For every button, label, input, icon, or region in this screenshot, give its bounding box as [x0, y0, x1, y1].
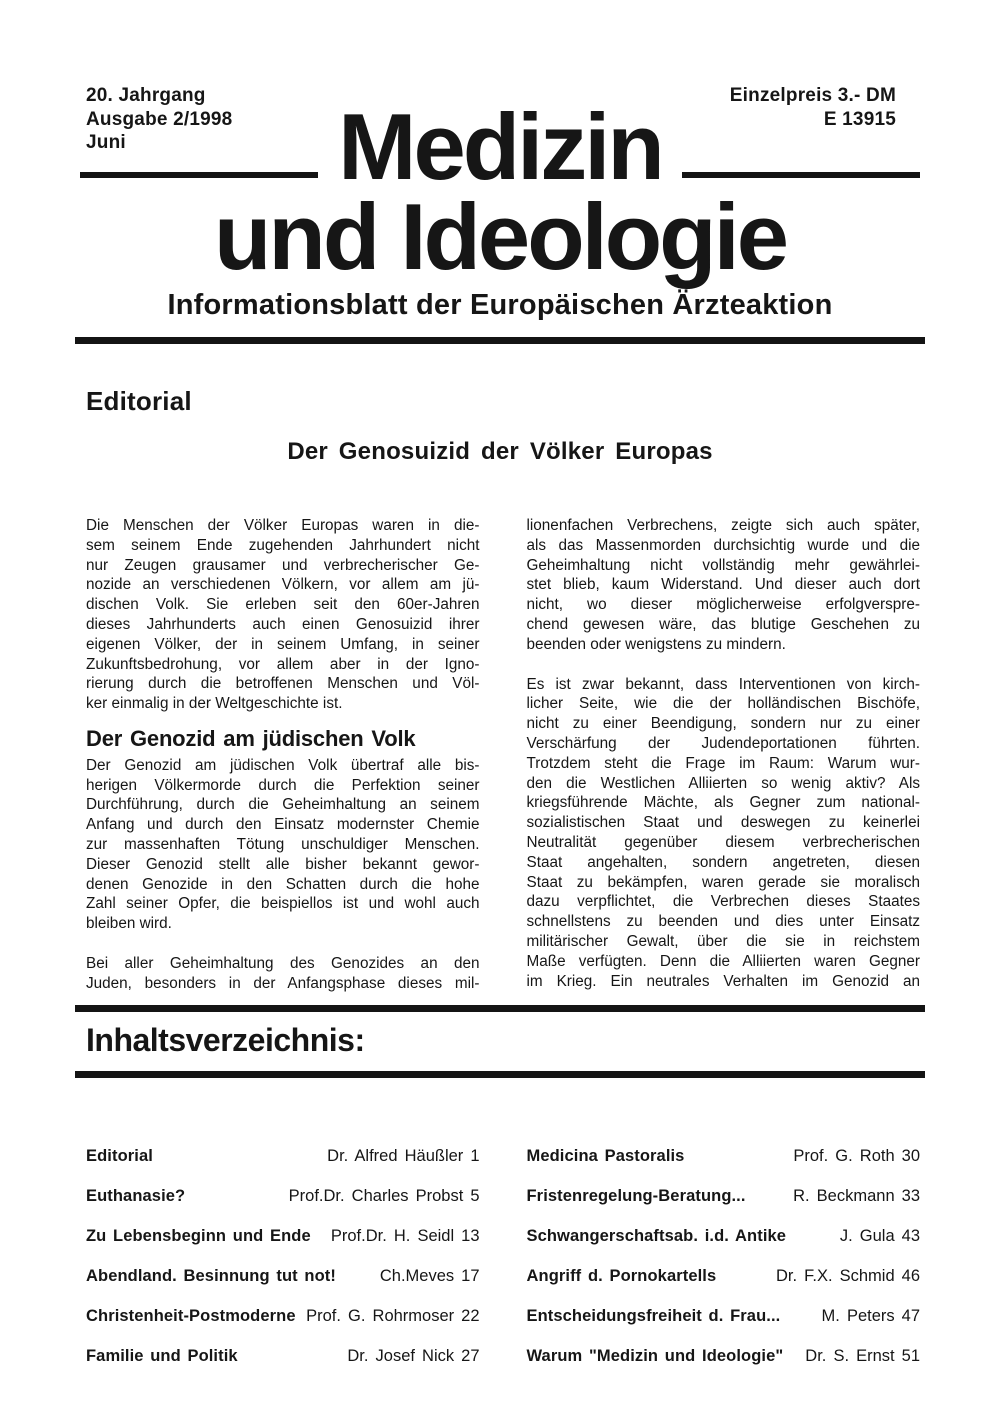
text-line: licher Seite, wie die der holländischen Bischöfe,	[526, 695, 920, 713]
toc-column-left	[86, 1146, 480, 1386]
toc-entry-credit	[793, 1186, 920, 1207]
toc-entry	[527, 1186, 921, 1207]
issue-number: Ausgabe 2/1998	[86, 108, 233, 130]
toc-entry-title: Warum "Medizin und Ideologie"	[526, 1346, 784, 1365]
text-line: bleiben wird.	[86, 915, 172, 933]
toc-entry-credit	[347, 1346, 479, 1367]
text-line: Trotzdem steht die Frage im Raum: Warum wur-	[526, 754, 920, 772]
text-line: denen Genozide in den Schatten durch die hohe	[86, 875, 480, 893]
toc-entry-title: Schwangerschaftsab. i.d. Antike	[526, 1226, 787, 1245]
editorial-left-column	[86, 516, 480, 994]
toc-divider-bottom	[75, 1071, 925, 1078]
toc-entry-page: 46	[901, 1266, 920, 1285]
text-line: Bei aller Geheimhaltung des Genozides an den	[86, 954, 480, 972]
toc-entry-credit	[805, 1346, 920, 1367]
toc-entry-page: 27	[461, 1346, 480, 1365]
toc-entry-credit	[380, 1266, 480, 1287]
text-line: nicht, wo dieser möglicherweise erfolgverspre-	[526, 596, 920, 614]
paragraph	[86, 954, 480, 994]
text-line: eigenen Völker, der in seinem Umfang, in seiner	[86, 635, 480, 653]
toc-entry-credit	[289, 1186, 480, 1207]
toc-entry-credit	[331, 1226, 480, 1247]
text-line: nicht zu einer Beendigung, sondern nur zu einer	[526, 715, 920, 733]
title-rule-left	[80, 172, 318, 178]
toc-entry-author: Prof. G. Roth	[793, 1147, 895, 1165]
masthead-title-line1: Medizin	[338, 94, 662, 199]
masthead-subtitle: Informationsblatt der Europäischen Ärzteaktion	[167, 289, 833, 321]
text-line: Staat angehalten, sondern angetreten, diesen	[526, 853, 920, 871]
toc-entry	[86, 1226, 480, 1247]
text-line: nozide an verschiedenen Völkern, vor allem am jü-	[86, 576, 480, 594]
text-line: beenden oder wenigstens zu mindern.	[526, 635, 786, 653]
toc-entry-title: Abendland. Besinnung tut not!	[86, 1266, 336, 1285]
toc-entry	[86, 1186, 480, 1207]
text-line: dazu verpflichtet, die Verbrechen dieses Staates	[526, 893, 920, 911]
masthead-title-line2: und Ideologie	[214, 184, 786, 289]
toc-entry-page: 30	[901, 1147, 920, 1165]
toc-entry-title: Entscheidungsfreiheit d. Frau...	[526, 1306, 781, 1325]
text-line: Maße verfügten. Denn die Alliierten waren Gegner	[526, 952, 920, 970]
toc-entry-page: 51	[901, 1346, 920, 1365]
text-line: ker einmalig in der Weltgeschichte ist.	[86, 695, 343, 713]
text-line: zur massenhaften Tötung unschuldiger Menschen.	[86, 835, 480, 853]
text-line: kriegsführende Mächte, als Gegner zum national-	[526, 794, 920, 812]
postal-code-line: E 13915	[823, 108, 896, 130]
toc-entry-page: 47	[901, 1306, 920, 1325]
masthead-divider	[75, 337, 925, 344]
text-line: Geheimhaltung nicht vollständig mehr gewährlei-	[526, 556, 920, 574]
toc-entry-page: 13	[461, 1226, 480, 1245]
text-line: schnellstens zu beenden und dies unter Einsatz	[526, 913, 920, 931]
toc-entry	[527, 1226, 921, 1247]
toc-entry-page: 1	[470, 1147, 480, 1165]
toc-entry-credit	[776, 1266, 920, 1287]
editorial-section-label: Editorial	[86, 386, 192, 416]
toc-entry-page: 43	[901, 1226, 920, 1245]
issue-volume: 20. Jahrgang	[86, 85, 206, 106]
toc-entry-author: Dr. F.X. Schmid	[775, 1266, 895, 1285]
toc-entry-author: J. Gula	[839, 1226, 895, 1245]
editorial-right-column	[527, 516, 921, 994]
issue-month: Juni	[86, 132, 126, 153]
toc-entry-title: Editorial	[86, 1147, 153, 1165]
toc-entry-title: Christenheit-Postmoderne	[86, 1306, 296, 1325]
toc-entry-author: Dr. Alfred Häußler	[327, 1147, 464, 1165]
toc-column-right	[527, 1146, 921, 1386]
text-line: Die Menschen der Völker Europas waren in die-	[86, 517, 480, 534]
text-line: sozialistischen Staat und deswegen zu keinerlei	[526, 814, 920, 832]
text-line: Es ist zwar bekannt, dass Interventionen von kirch-	[526, 675, 920, 693]
text-line: sem seinem Ende zugehenden Jahrhundert nicht	[86, 536, 480, 554]
text-line: Neutralität gegenüber diesem verbrecherischen	[526, 833, 920, 851]
toc-entry	[86, 1266, 480, 1287]
text-line: Staat zu bekämpfen, waren gerade sie moralisch	[526, 873, 920, 891]
text-line: dischen Volk. Sie erleben seit den 60er-Jahren	[86, 596, 480, 614]
paragraph	[527, 516, 921, 655]
text-line: herigen Völkermorde durch die Perfektion seiner	[86, 776, 480, 794]
toc-entry-title: Fristenregelung-Beratung...	[526, 1186, 746, 1205]
text-line: Verschärfung der Judendeportationen führten.	[526, 734, 920, 752]
text-line: Juden, besonders in der Anfangsphase dieses mil-	[86, 974, 480, 992]
toc-entry-author: R. Beckmann	[793, 1186, 895, 1205]
toc-entry-credit	[327, 1146, 479, 1167]
toc-entry	[527, 1266, 921, 1287]
text-line: Anfang und durch den Einsatz modernster Chemie	[86, 816, 480, 834]
text-line: chend gewesen wäre, das blutige Geschehen zu	[526, 615, 920, 633]
text-line: rierung durch die betroffenen Menschen und Völ-	[86, 675, 480, 693]
text-line: Dieser Genozid stellt alle bisher bekannt gewor-	[86, 855, 480, 873]
toc-entry-page: 22	[461, 1306, 480, 1325]
text-line: Zahl seiner Opfer, die beispiellos ist und wohl auch	[86, 895, 480, 913]
editorial-columns	[86, 516, 920, 994]
toc-entry-author: M. Peters	[821, 1306, 895, 1325]
toc-entry-credit	[306, 1306, 479, 1327]
toc-entry-title: Angriff d. Pornokartells	[526, 1266, 717, 1285]
toc-heading: Inhaltsverzeichnis:	[86, 1022, 365, 1058]
paragraph	[86, 756, 480, 934]
toc-entry-title: Familie und Politik	[86, 1346, 238, 1365]
toc-entry	[86, 1306, 480, 1327]
toc-divider-top	[75, 1005, 925, 1012]
toc-entry-author: Dr. S. Ernst	[805, 1346, 895, 1365]
toc-entry-author: Prof.Dr. H. Seidl	[330, 1226, 455, 1245]
toc-entry	[86, 1346, 480, 1367]
price-line: Einzelpreis 3.- DM	[729, 85, 896, 106]
text-line: dieses Jahrhunderts auch einen Genosuizid ihrer	[86, 615, 480, 633]
toc-entry-credit	[840, 1226, 920, 1247]
toc-entry-author: Ch.Meves	[379, 1266, 455, 1285]
toc-entry-credit	[793, 1146, 920, 1167]
editorial-headline: Der Genosuizid der Völker Europas	[287, 438, 713, 465]
text-line: nur Zeugen grausamer und verbrecherischer Ge-	[86, 556, 480, 574]
toc-entry-author: Prof.Dr. Charles Probst	[288, 1186, 464, 1205]
title-rule-right	[682, 172, 920, 178]
toc-columns	[86, 1146, 920, 1386]
toc-entry-page: 17	[461, 1266, 480, 1285]
toc-entry	[527, 1146, 921, 1167]
paragraph	[527, 675, 921, 992]
text-line: Zukunftsbedrohung, vor allem aber in der Igno-	[86, 655, 480, 673]
text-line: als das Massenmorden durchsichtig wurde und die	[526, 536, 920, 554]
toc-entry-title: Medicina Pastoralis	[526, 1147, 685, 1165]
toc-entry-author: Dr. Josef Nick	[347, 1346, 455, 1365]
toc-entry	[527, 1306, 921, 1327]
text-line: militärischer Gewalt, über die sie in reichstem	[526, 932, 920, 950]
text-line: den die Westlichen Alliierten so wenig aktiv? Als	[526, 774, 920, 792]
text-line: stet blieb, kaum Widerstand. Und dieser auch dort	[526, 576, 920, 594]
text-line: lionenfachen Verbrechens, zeigte sich auch später,	[526, 517, 920, 534]
paragraph	[86, 516, 480, 714]
text-line: im Krieg. Ein neutrales Verhalten im Genozid an	[526, 972, 920, 990]
toc-entry	[527, 1346, 921, 1367]
column-subheading: Der Genozid am jüdischen Volk	[86, 725, 416, 751]
toc-entry-author: Prof. G. Rohrmoser	[306, 1306, 455, 1325]
text-line: Durchführung, durch die Geheimhaltung an seinem	[86, 796, 480, 814]
toc-entry	[86, 1146, 480, 1167]
text-line: Der Genozid am jüdischen Volk übertraf alle bis-	[86, 756, 480, 774]
toc-entry-page: 5	[470, 1186, 480, 1205]
toc-entry-title: Zu Lebensbeginn und Ende	[86, 1226, 311, 1245]
toc-entry-page: 33	[901, 1186, 920, 1205]
toc-entry-credit	[822, 1306, 920, 1327]
toc-entry-title: Euthanasie?	[86, 1186, 186, 1205]
